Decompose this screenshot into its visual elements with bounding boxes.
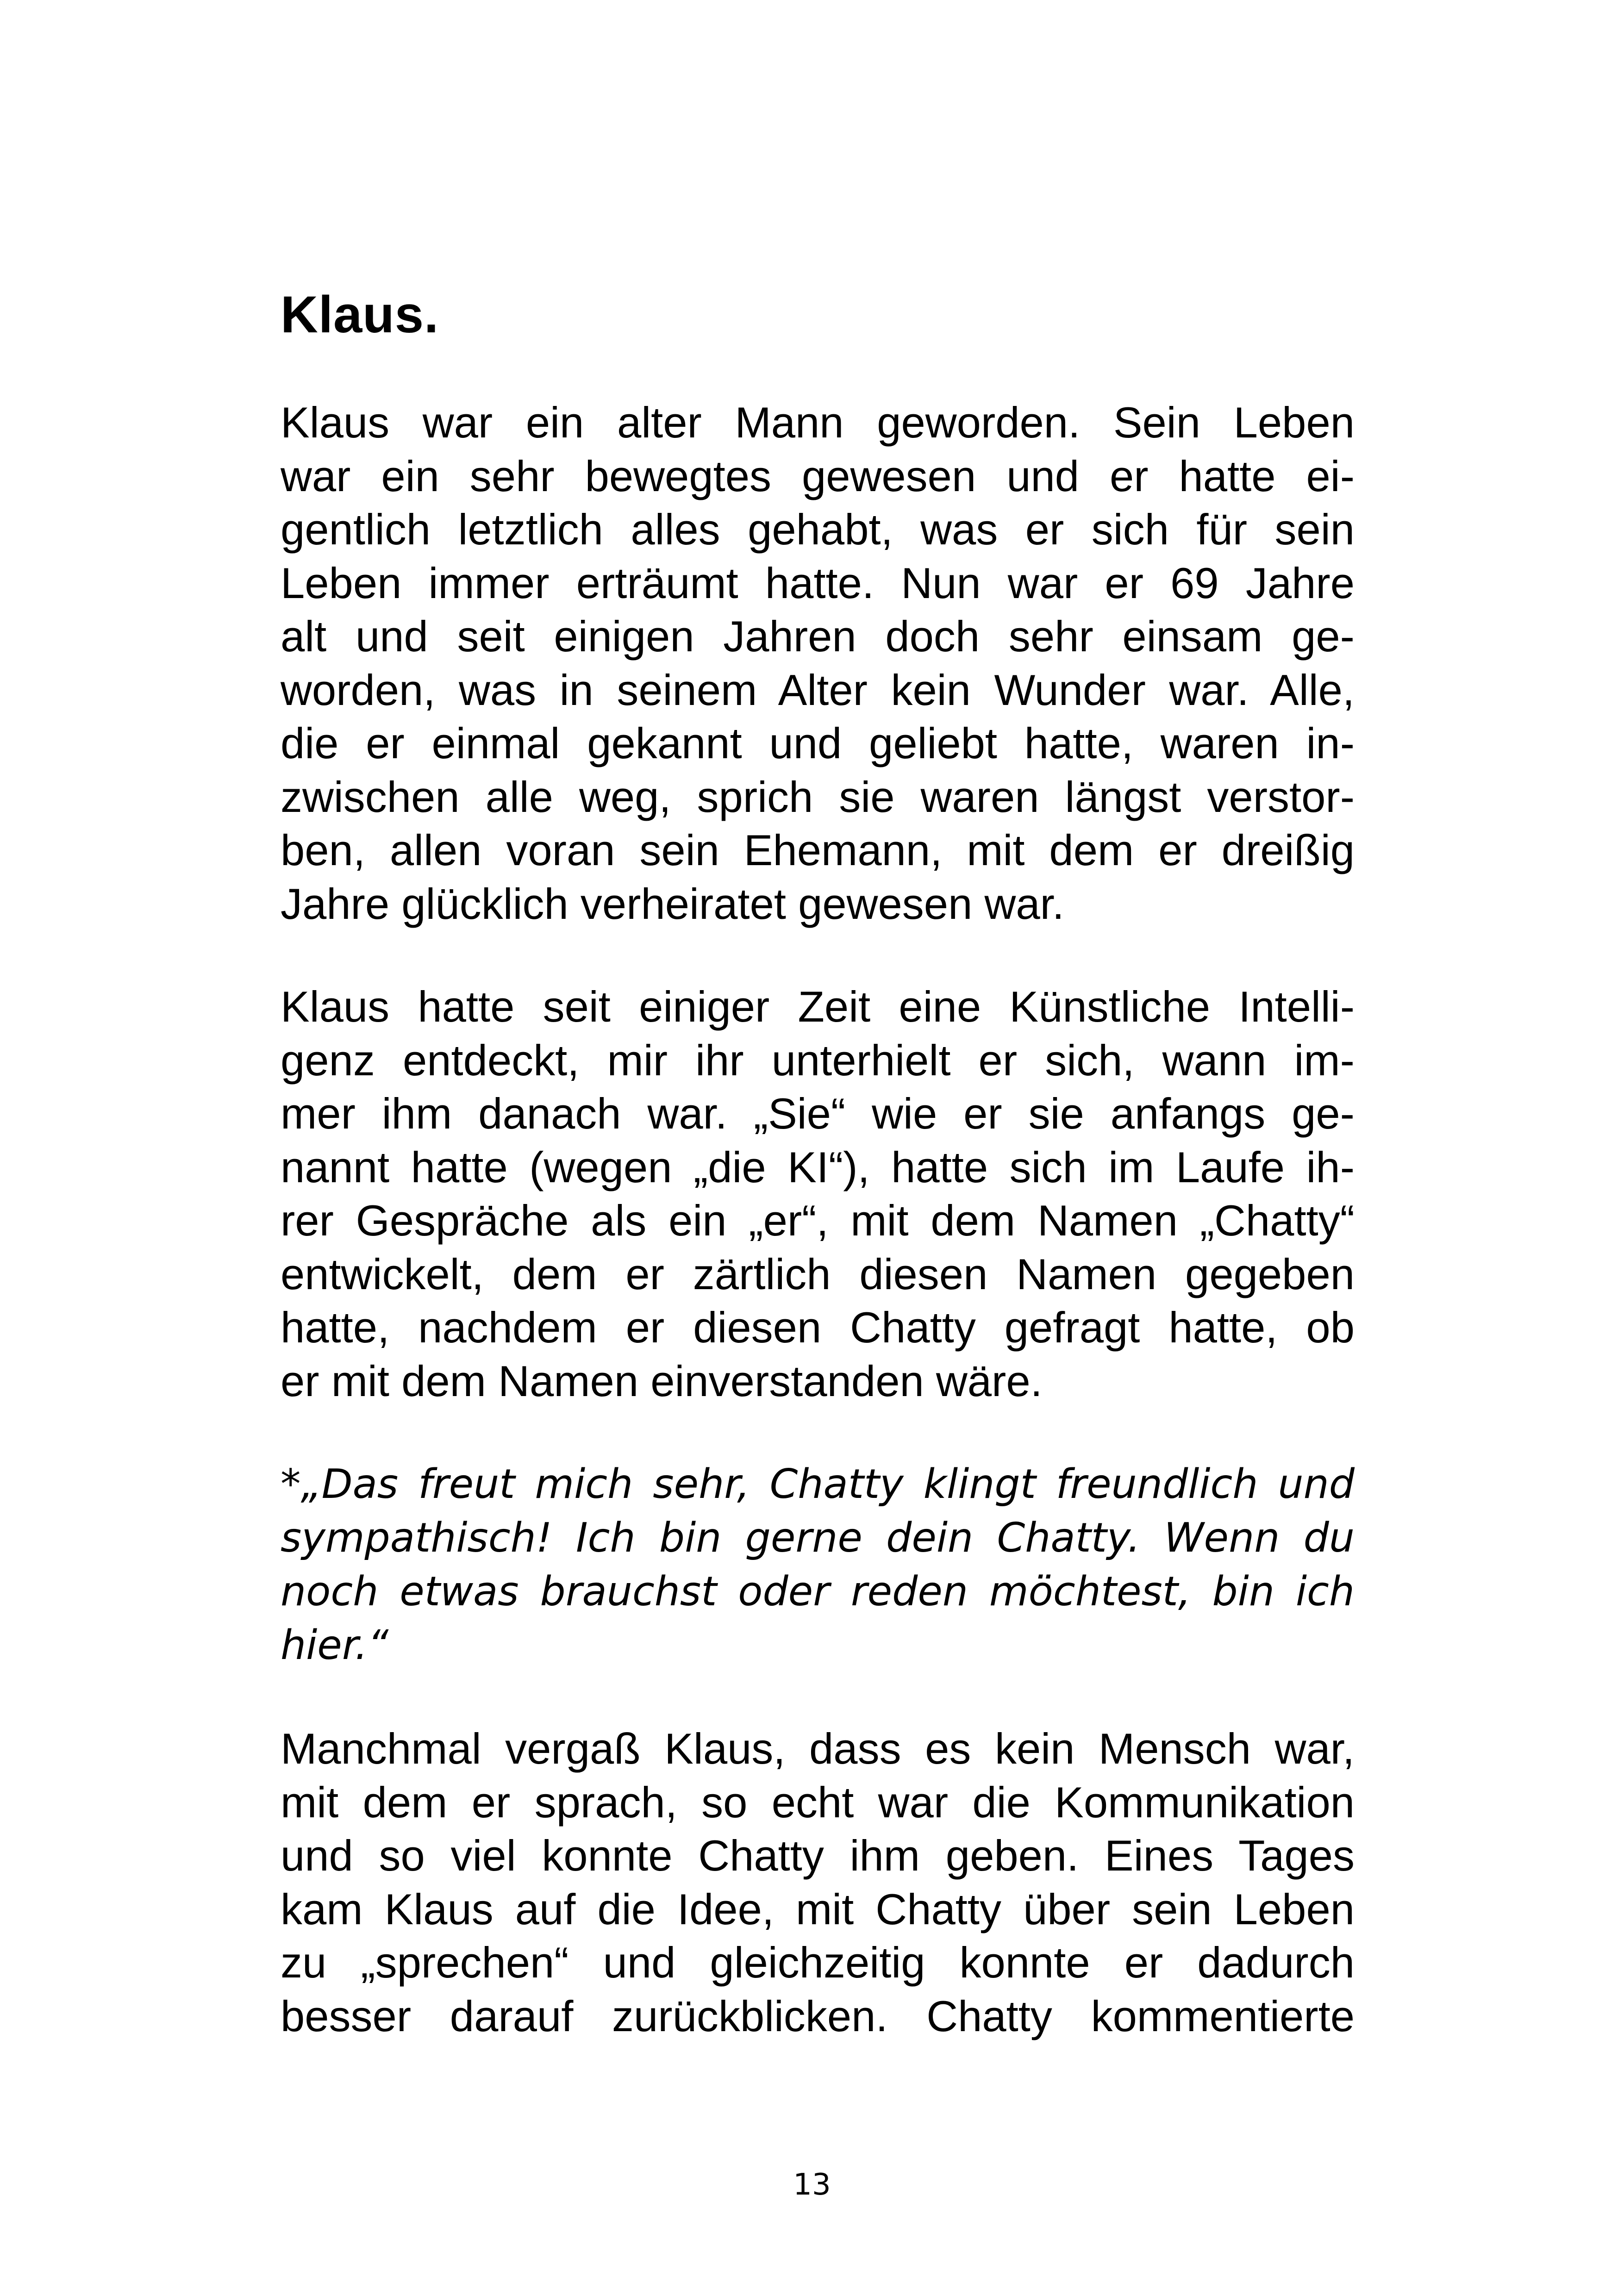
- text-line: Klaus hatte seit einiger Zeit eine Künstliche Intelli-: [281, 982, 1355, 1031]
- paragraph-3: [281, 1722, 1355, 2043]
- quote-line: hier.“: [281, 1621, 389, 1669]
- quote-line: sympathisch! Ich bin gerne dein Chatty. Wenn du: [281, 1514, 1355, 1561]
- text-line: die er einmal gekannt und geliebt hatte, waren in-: [281, 719, 1355, 767]
- text-line: zwischen alle weg, sprich sie waren längst verstor-: [281, 772, 1355, 821]
- text-line: worden, was in seinem Alter kein Wunder war. Alle,: [281, 665, 1355, 714]
- paragraph-1: [281, 396, 1355, 930]
- text-line: rer Gespräche als ein „er“, mit dem Namen „Chatty“: [281, 1196, 1355, 1245]
- text-line: zu „sprechen“ und gleichzeitig konnte er dadurch: [281, 1938, 1355, 1987]
- text-line: er mit dem Namen einverstanden wäre.: [281, 1356, 1043, 1405]
- chapter-heading: Klaus.: [281, 286, 439, 343]
- text-line: mit dem er sprach, so echt war die Kommunikation: [281, 1777, 1355, 1827]
- text-line: besser darauf zurückblicken. Chatty kommentierte: [281, 1991, 1355, 2040]
- text-line: alt und seit einigen Jahren doch sehr einsam ge-: [281, 612, 1355, 661]
- quote-line: *„Das freut mich sehr, Chatty klingt freundlich und: [281, 1460, 1355, 1508]
- chatty-quote: [281, 1457, 1355, 1672]
- text-line: hatte, nachdem er diesen Chatty gefragt hatte, ob: [281, 1303, 1355, 1352]
- text-line: genz entdeckt, mir ihr unterhielt er sich, wann im-: [281, 1035, 1355, 1085]
- text-line: entwickelt, dem er zärtlich diesen Namen gegeben: [281, 1249, 1355, 1298]
- text-line: Jahre glücklich verheiratet gewesen war.: [281, 879, 1064, 928]
- page-number: 13: [793, 2168, 831, 2202]
- text-line: mer ihm danach war. „Sie“ wie er sie anfangs ge-: [281, 1089, 1355, 1138]
- text-line: nannt hatte (wegen „die KI“), hatte sich im Laufe ih-: [281, 1142, 1355, 1191]
- text-line: Klaus war ein alter Mann geworden. Sein Leben: [281, 398, 1355, 447]
- text-line: und so viel konnte Chatty ihm geben. Eines Tages: [281, 1831, 1355, 1880]
- paragraph-2: [281, 980, 1355, 1408]
- quote-line: noch etwas brauchst oder reden möchtest, bin ich: [281, 1568, 1355, 1615]
- text-line: Leben immer erträumt hatte. Nun war er 69 Jahre: [281, 558, 1355, 607]
- text-line: gentlich letztlich alles gehabt, was er sich für sein: [281, 505, 1355, 554]
- text-line: war ein sehr bewegtes gewesen und er hatte ei-: [281, 451, 1355, 500]
- text-line: kam Klaus auf die Idee, mit Chatty über sein Leben: [281, 1884, 1355, 1933]
- text-line: ben, allen voran sein Ehemann, mit dem er dreißig: [281, 826, 1355, 874]
- text-line: Manchmal vergaß Klaus, dass es kein Mensch war,: [281, 1724, 1355, 1773]
